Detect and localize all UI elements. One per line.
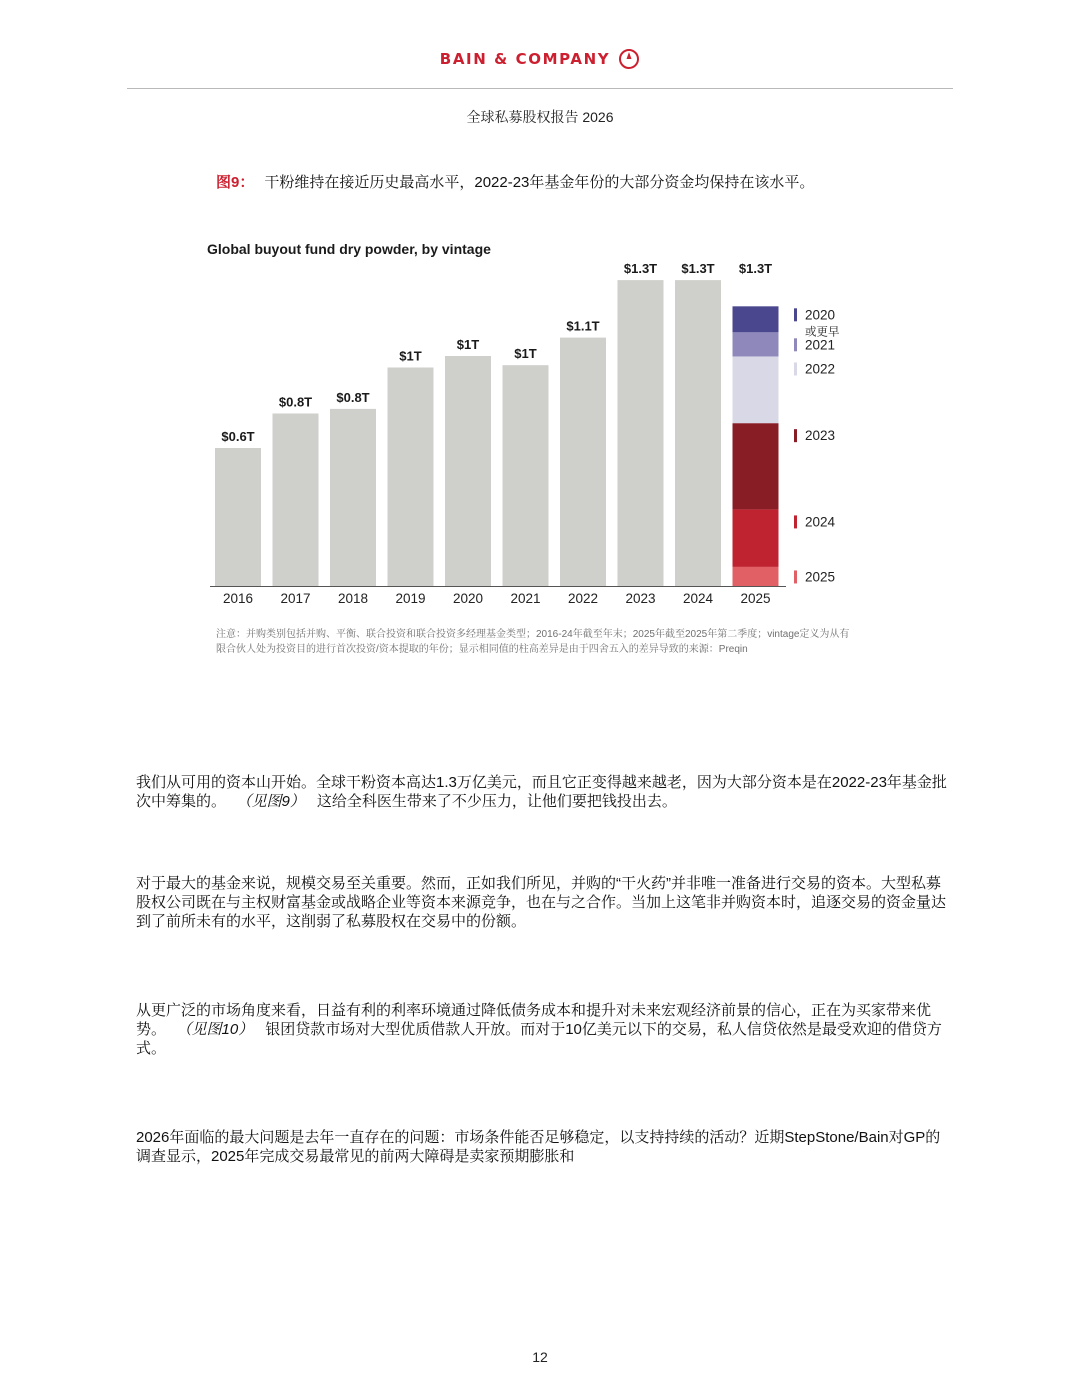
x-tick-label-2019: 2019 <box>395 591 426 606</box>
bar-segment-2025 <box>733 567 779 586</box>
bar-2024 <box>675 280 721 586</box>
figure-9-reference: （见图9） <box>244 793 305 810</box>
paragraph-3 <box>136 1001 948 1058</box>
paragraph-3-text-a: 从更广泛的市场角度来看，日益有利的利率环境通过降低债务成本和提升对未来宏观经济前景的信心，正在为买家带来优势。 <box>136 1002 932 1038</box>
legend-label-2020: 2020 <box>805 307 836 323</box>
legend-swatch-2024 <box>794 515 797 528</box>
paragraph-2: 对于最大的基金来说，规模交易至关重要。然而，正如我们所见，并购的“干火药”并非唯一准备进行交易的资本。大型私募股权公司既在与主权财富基金或战略企业等资本来源竞争，也在与之合作。当加上这笔非并购资本时，追逐交易的资金量达到了前所未有的水平，这削弱了私募股权在交易中的份额。 <box>136 875 947 930</box>
legend-swatch-2025 <box>794 570 797 583</box>
bar-2023 <box>618 280 664 586</box>
bar-2016 <box>215 448 261 586</box>
data-label-2017: $0.8T <box>278 394 313 410</box>
data-label-2023: $1.3T <box>623 262 658 277</box>
x-tick-label-2021: 2021 <box>510 591 541 606</box>
dry-powder-bar-chart <box>196 262 876 622</box>
bar-segment-2022 <box>733 356 779 423</box>
legend-label-2021: 2021 <box>805 337 836 353</box>
x-tick-label-2017: 2017 <box>280 591 311 606</box>
legend-label-2023: 2023 <box>805 428 836 444</box>
data-label-2020: $1T <box>456 337 480 352</box>
report-title: 全球私募股权报告 2026 <box>466 109 614 125</box>
data-label-2019: $1T <box>399 348 422 364</box>
x-tick-label-2024: 2024 <box>682 591 714 606</box>
bar-2020 <box>445 356 491 586</box>
legend-label-2022: 2022 <box>805 361 836 377</box>
x-tick-label-2016: 2016 <box>222 591 254 606</box>
paragraph-1 <box>136 773 948 811</box>
header-divider <box>127 88 953 89</box>
x-tick-label-2018: 2018 <box>337 591 369 606</box>
figure-label: 图9： <box>216 174 255 191</box>
figure-caption <box>216 172 856 194</box>
paragraph-3-text-b: 银团贷款市场对大型优质借款人开放。而对于10亿美元以下的交易，私人信贷依然是最受欢迎的借贷方式。 <box>136 1021 942 1057</box>
legend-swatch-2023 <box>794 429 797 442</box>
data-label-2022: $1.1T <box>566 318 600 334</box>
paragraph-1-text-b: 这给全科医生带来了不少压力，让他们要把钱投出去。 <box>316 793 677 810</box>
brand-name: BAIN & COMPANY <box>439 50 611 68</box>
bar-2017 <box>273 414 319 587</box>
bar-2018 <box>330 409 376 586</box>
chart-note: 注意：并购类别包括并购、平衡、联合投资和联合投资多经理基金类型；2016-24年截至年末；2025年截至2025年第二季度；vintage定义为从有限合伙人处为投资目的进行首次投资/资本提取的年份；显示相同值的柱高差异是由于四舍五入的差异导致的来源：Preqin <box>216 629 850 655</box>
figure-caption-text: 干粉维持在接近历史最高水平，2022-23年基金年份的大部分资金均保持在该水平。 <box>264 174 815 191</box>
data-label-2018: $0.8T <box>336 389 370 405</box>
paragraph-1-text-a: 我们从可用的资本山开始。全球干粉资本高达1.3万亿美元，而且它正变得越来越老，因为大部分资本是在2022-23年基金批次中筹集的。 <box>136 774 947 810</box>
bar-2021 <box>503 365 549 586</box>
bar-2022 <box>560 338 606 586</box>
data-label-2021: $1T <box>514 346 537 362</box>
legend-swatch-2021 <box>794 338 797 351</box>
legend-label-2024: 2024 <box>805 514 836 530</box>
compass-logo-icon <box>618 48 640 70</box>
x-tick-label-2022: 2022 <box>567 591 599 606</box>
legend-swatch-2022 <box>794 362 797 375</box>
x-tick-label-2020: 2020 <box>452 591 484 606</box>
paragraph-4: 2026年面临的最大问题是去年一直存在的问题：市场条件能否足够稳定，以支持持续的活动？近期StepStone/Bain对GP的调查显示，2025年完成交易最常见的前两大障碍是卖家预期膨胀和 <box>136 1129 941 1165</box>
legend-label-2025: 2025 <box>805 569 836 585</box>
legend-swatch-2020 <box>794 308 797 321</box>
data-label-2025: $1.3T <box>738 262 773 277</box>
bar-segment-2020或更早 <box>733 306 779 332</box>
legend-sublabel-2020: 或更早 <box>805 324 840 339</box>
bar-segment-2023 <box>733 423 779 509</box>
bar-segment-2024 <box>733 509 779 567</box>
data-label-2016: $0.6T <box>221 429 255 444</box>
bar-2019 <box>388 368 434 587</box>
figure-10-reference: （见图10） <box>184 1021 254 1038</box>
x-tick-label-2025: 2025 <box>740 591 771 606</box>
bain-logo <box>0 48 1080 70</box>
page-number: 12 <box>532 1349 548 1365</box>
bar-segment-2021 <box>733 332 779 356</box>
chart-title: Global buyout fund dry powder, by vintage <box>207 241 491 257</box>
data-label-2024: $1.3T <box>681 262 715 277</box>
x-tick-label-2023: 2023 <box>625 591 656 606</box>
